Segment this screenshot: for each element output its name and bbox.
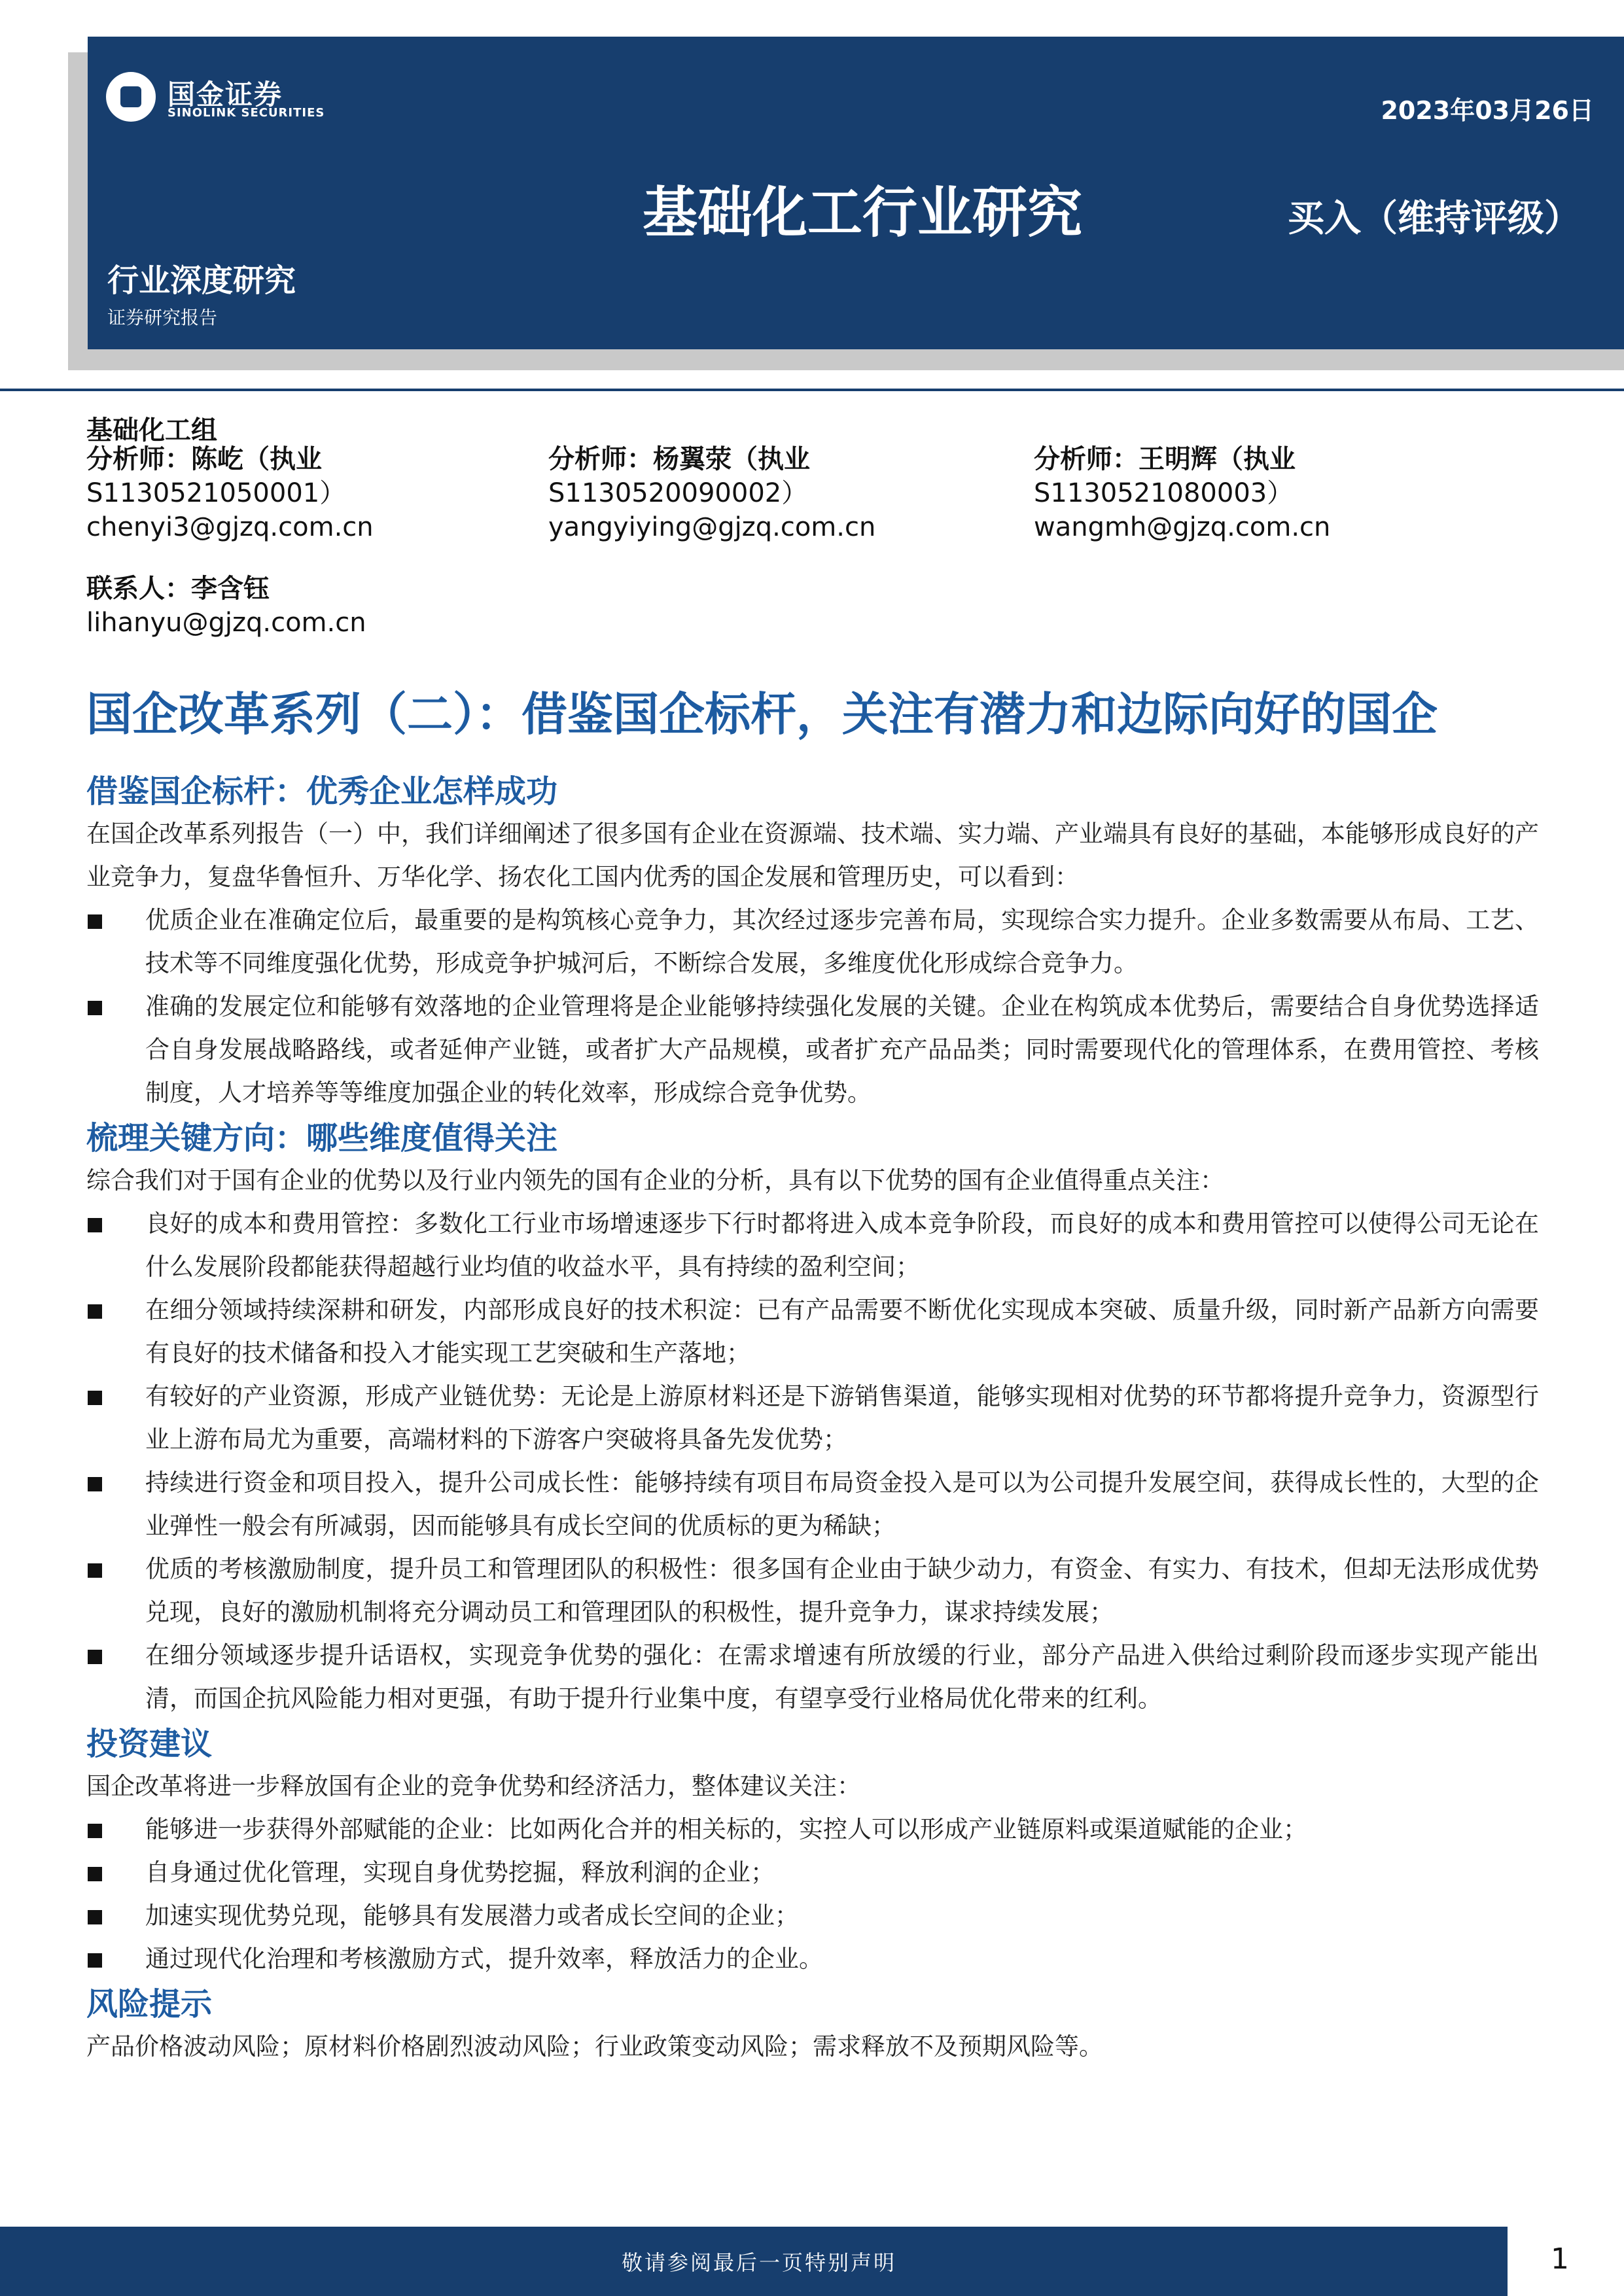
footer-disclaimer: 敬请参阅最后一页特别声明 — [622, 2250, 897, 2275]
bullet-square-icon — [88, 1824, 102, 1838]
contact-email: lihanyu@gjzq.com.cn — [86, 608, 366, 638]
analyst-email: wangmh@gjzq.com.cn — [1034, 512, 1331, 542]
bullet-square-icon — [88, 1563, 102, 1578]
bullet-item — [86, 1548, 1539, 1634]
team-name: 基础化工组 — [86, 415, 217, 445]
bullet-text: 良好的成本和费用管控：多数化工行业市场增速逐步下行时都将进入成本竞争阶段，而良好的成本和费用管控可以使得公司无论在什么发展阶段都能获得超越行业均值的收益水平，具有持续的盈利空间； — [145, 1209, 1539, 1281]
bullet-square-icon — [88, 914, 102, 929]
analyst-name: 分析师：王明辉（执业 — [1034, 444, 1296, 474]
logo-chinese-name: 国金证券 — [168, 78, 283, 111]
logo-english-name: SINOLINK SECURITIES — [168, 106, 325, 120]
analyst-license: S1130521080003） — [1034, 478, 1294, 508]
section-heading: 梳理关键方向：哪些维度值得关注 — [86, 1120, 558, 1157]
bullet-text: 准确的发展定位和能够有效落地的企业管理将是企业能够持续强化发展的关键。企业在构筑成本优势后，需要结合自身优势选择适合自身发展战略路线，或者延伸产业链，或者扩大产品规模，或者扩充产品品类；同时需要现代化的管理体系，在费用管控、考核制度，人才培养等等维度加强企业的转化效率，形成综合竞争优势。 — [145, 992, 1539, 1107]
bullet-square-icon — [88, 1650, 102, 1664]
bullet-item — [86, 1461, 1539, 1548]
bullet-item — [86, 1289, 1539, 1375]
bullet-item — [86, 1634, 1539, 1720]
bullet-item — [86, 985, 1539, 1115]
analyst-name: 分析师：杨翼荥（执业 — [548, 444, 810, 474]
bullet-square-icon — [88, 1477, 102, 1491]
analyst-block — [86, 442, 544, 544]
section-heading: 借鉴国企标杆：优秀企业怎样成功 — [86, 773, 558, 810]
contact-name: 联系人：李含钰 — [86, 574, 270, 604]
company-logo — [106, 72, 342, 124]
industry-title: 基础化工行业研究 — [643, 181, 1083, 245]
bullet-text: 加速实现优势兑现，能够具有发展潜力或者成长空间的企业； — [145, 1902, 799, 1930]
report-type: 行业深度研究 — [107, 262, 296, 299]
bullet-square-icon — [88, 1218, 102, 1232]
contact-block — [86, 572, 366, 640]
section-heading: 投资建议 — [86, 1726, 213, 1762]
bullet-text: 有较好的产业资源，形成产业链优势：无论是上游原材料还是下游销售渠道，能够实现相对优势的环节都将提升竞争力，资源型行业上游布局尤为重要，高端材料的下游客户突破将具备先发优势； — [145, 1382, 1539, 1453]
bullet-text: 在细分领域逐步提升话语权，实现竞争优势的强化：在需求增速有所放缓的行业，部分产品进入供给过剩阶段而逐步实现产能出清，而国企抗风险能力相对更强，有助于提升行业集中度，有望享受行业格局优化带来的红利。 — [145, 1641, 1539, 1713]
logo-mark-icon — [106, 72, 156, 122]
bullet-text: 在细分领域持续深耕和研发，内部形成良好的技术积淀：已有产品需要不断优化实现成本突破、质量升级，同时新产品新方向需要有良好的技术储备和投入才能实现工艺突破和生产落地； — [145, 1296, 1539, 1367]
bullet-square-icon — [88, 1304, 102, 1319]
page-footer — [0, 2227, 1508, 2296]
bullet-text: 能够进一步获得外部赋能的企业：比如两化合并的相关标的，实控人可以形成产业链原料或渠道赋能的企业； — [145, 1815, 1307, 1843]
analyst-email: chenyi3@gjzq.com.cn — [86, 512, 374, 542]
bullet-item — [86, 899, 1539, 985]
analyst-block — [1034, 442, 1492, 544]
bullet-text: 持续进行资金和项目投入，提升公司成长性：能够持续有项目布局资金投入是可以为公司提升发展空间，获得成长性的，大型的企业弹性一般会有所减弱，因而能够具有成长空间的优质标的更为稀缺； — [145, 1469, 1539, 1540]
header-divider — [0, 389, 1624, 391]
bullet-text: 自身通过优化管理，实现自身优势挖掘，释放利润的企业； — [145, 1858, 775, 1887]
report-date: 2023年03月26日 — [1381, 96, 1594, 125]
section-intro: 国企改革将进一步释放国有企业的竞争优势和经济活力，整体建议关注： — [86, 1772, 861, 1800]
bullet-square-icon — [88, 1910, 102, 1924]
bullet-item — [86, 1808, 1539, 1851]
bullet-square-icon — [88, 1001, 102, 1015]
bullet-square-icon — [88, 1391, 102, 1405]
bullet-item — [86, 1851, 1539, 1894]
bullet-square-icon — [88, 1867, 102, 1881]
analyst-email: yangyiying@gjzq.com.cn — [548, 512, 876, 542]
analyst-license: S1130520090002） — [548, 478, 808, 508]
bullet-square-icon — [88, 1953, 102, 1968]
bullet-item — [86, 1375, 1539, 1461]
analyst-name: 分析师：陈屹（执业 — [86, 444, 322, 474]
section-intro: 综合我们对于国有企业的优势以及行业内领先的国有企业的分析，具有以下优势的国有企业值得重点关注： — [86, 1166, 1224, 1194]
bullet-item — [86, 1202, 1539, 1289]
report-main-title: 国企改革系列（二）：借鉴国企标杆，关注有潜力和边际向好的国企 — [86, 687, 1438, 741]
bullet-text: 优质企业在准确定位后，最重要的是构筑核心竞争力，其次经过逐步完善布局，实现综合实力提升。企业多数需要从布局、工艺、技术等不同维度强化优势，形成竞争护城河后，不断综合发展，多维度优化形成综合竞争力。 — [145, 906, 1539, 977]
analyst-license: S1130521050001） — [86, 478, 346, 508]
report-subtype: 证券研究报告 — [107, 307, 218, 328]
rating-label: 买入（维持评级） — [1288, 198, 1581, 240]
bullet-text: 通过现代化治理和考核激励方式，提升效率，释放活力的企业。 — [145, 1945, 823, 1973]
section-intro: 在国企改革系列报告（一）中，我们详细阐述了很多国有企业在资源端、技术端、实力端、产业端具有良好的基础，本能够形成良好的产业竞争力，复盘华鲁恒升、万华化学、扬农化工国内优秀的国企发展和管理历史，可以看到： — [86, 820, 1539, 891]
bullet-item — [86, 1894, 1539, 1938]
bullet-item — [86, 1938, 1539, 1981]
analyst-block — [548, 442, 1006, 544]
report-body — [86, 768, 1539, 2068]
bullet-text: 优质的考核激励制度，提升员工和管理团队的积极性：很多国有企业由于缺少动力，有资金、有实力、有技术，但却无法形成优势兑现，良好的激励机制将充分调动员工和管理团队的积极性，提升竞争力，谋求持续发展； — [145, 1555, 1539, 1626]
section-heading: 风险提示 — [86, 1986, 213, 2023]
section-intro: 产品价格波动风险；原材料价格剧烈波动风险；行业政策变动风险；需求释放不及预期风险等。 — [86, 2032, 1103, 2061]
page-number: 1 — [1551, 2242, 1569, 2276]
